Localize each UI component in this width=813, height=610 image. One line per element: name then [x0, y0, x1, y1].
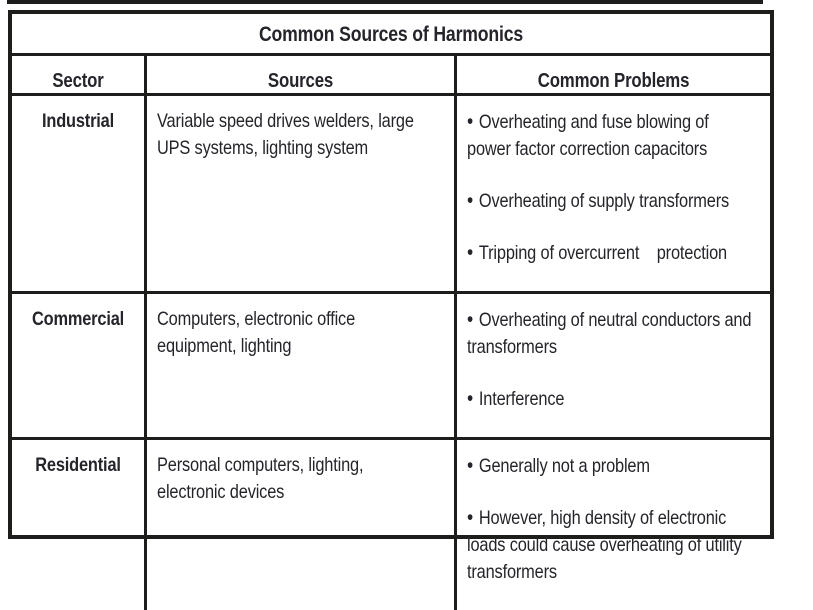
column-header-sources: Sources — [267, 70, 334, 92]
problem-line: • Interference — [467, 385, 805, 413]
problem-line: • Overheating and fuse blowing of — [467, 108, 779, 136]
problem-item — [467, 187, 779, 215]
sources-line: Variable speed drives welders, large — [157, 110, 414, 132]
table-header-row — [12, 56, 770, 96]
problem-line: power factor correction capacitors — [467, 138, 708, 160]
problem-line: • Overheating of supply transformers — [467, 187, 779, 215]
problem-line: loads could cause overheating of utility — [467, 534, 742, 556]
problem-item — [467, 504, 794, 586]
harmonics-table — [8, 10, 774, 583]
column-header-problems-cell — [457, 56, 770, 93]
sector-cell — [12, 96, 147, 291]
problems-cell — [457, 294, 813, 437]
sources-cell — [147, 294, 457, 437]
problem-item — [467, 306, 805, 361]
problem-line: transformers — [467, 561, 557, 583]
sector-label: Industrial — [41, 110, 115, 132]
table-row-residential — [12, 440, 770, 610]
top-edge-rule — [7, 0, 763, 4]
sources-cell — [147, 96, 457, 291]
problems-cell — [457, 96, 787, 291]
table-row-industrial — [12, 96, 770, 294]
sources-line: equipment, lighting — [157, 335, 292, 357]
problem-line: • Generally not a problem — [467, 452, 794, 480]
sources-cell — [147, 440, 457, 610]
problem-line: • Tripping of overcurrent protection — [467, 239, 779, 267]
problem-line: • Overheating of neutral conductors and — [467, 306, 805, 334]
sector-label: Commercial — [31, 308, 125, 330]
sources-line: Computers, electronic office — [157, 308, 356, 330]
column-header-sources-cell — [147, 56, 457, 93]
problem-item — [467, 239, 779, 267]
table-title: Common Sources of Harmonics — [258, 23, 524, 46]
table-row-commercial — [12, 294, 770, 440]
column-header-sector-cell — [12, 56, 147, 93]
column-header-sector: Sector — [52, 70, 104, 92]
problem-line: • However, high density of electronic — [467, 504, 794, 532]
sources-line: Personal computers, lighting, — [157, 454, 364, 476]
problem-line: transformers — [467, 336, 557, 358]
table-title-row — [12, 14, 770, 56]
problem-item — [467, 452, 794, 480]
problems-cell — [457, 440, 802, 610]
sector-cell — [12, 440, 147, 610]
sector-label: Residential — [35, 454, 121, 476]
column-header-common-problems: Common Problems — [537, 70, 690, 92]
problem-item — [467, 385, 805, 413]
problem-item — [467, 108, 779, 163]
sector-cell — [12, 294, 147, 437]
sources-line: UPS systems, lighting system — [157, 137, 369, 159]
sources-line: electronic devices — [157, 481, 285, 503]
